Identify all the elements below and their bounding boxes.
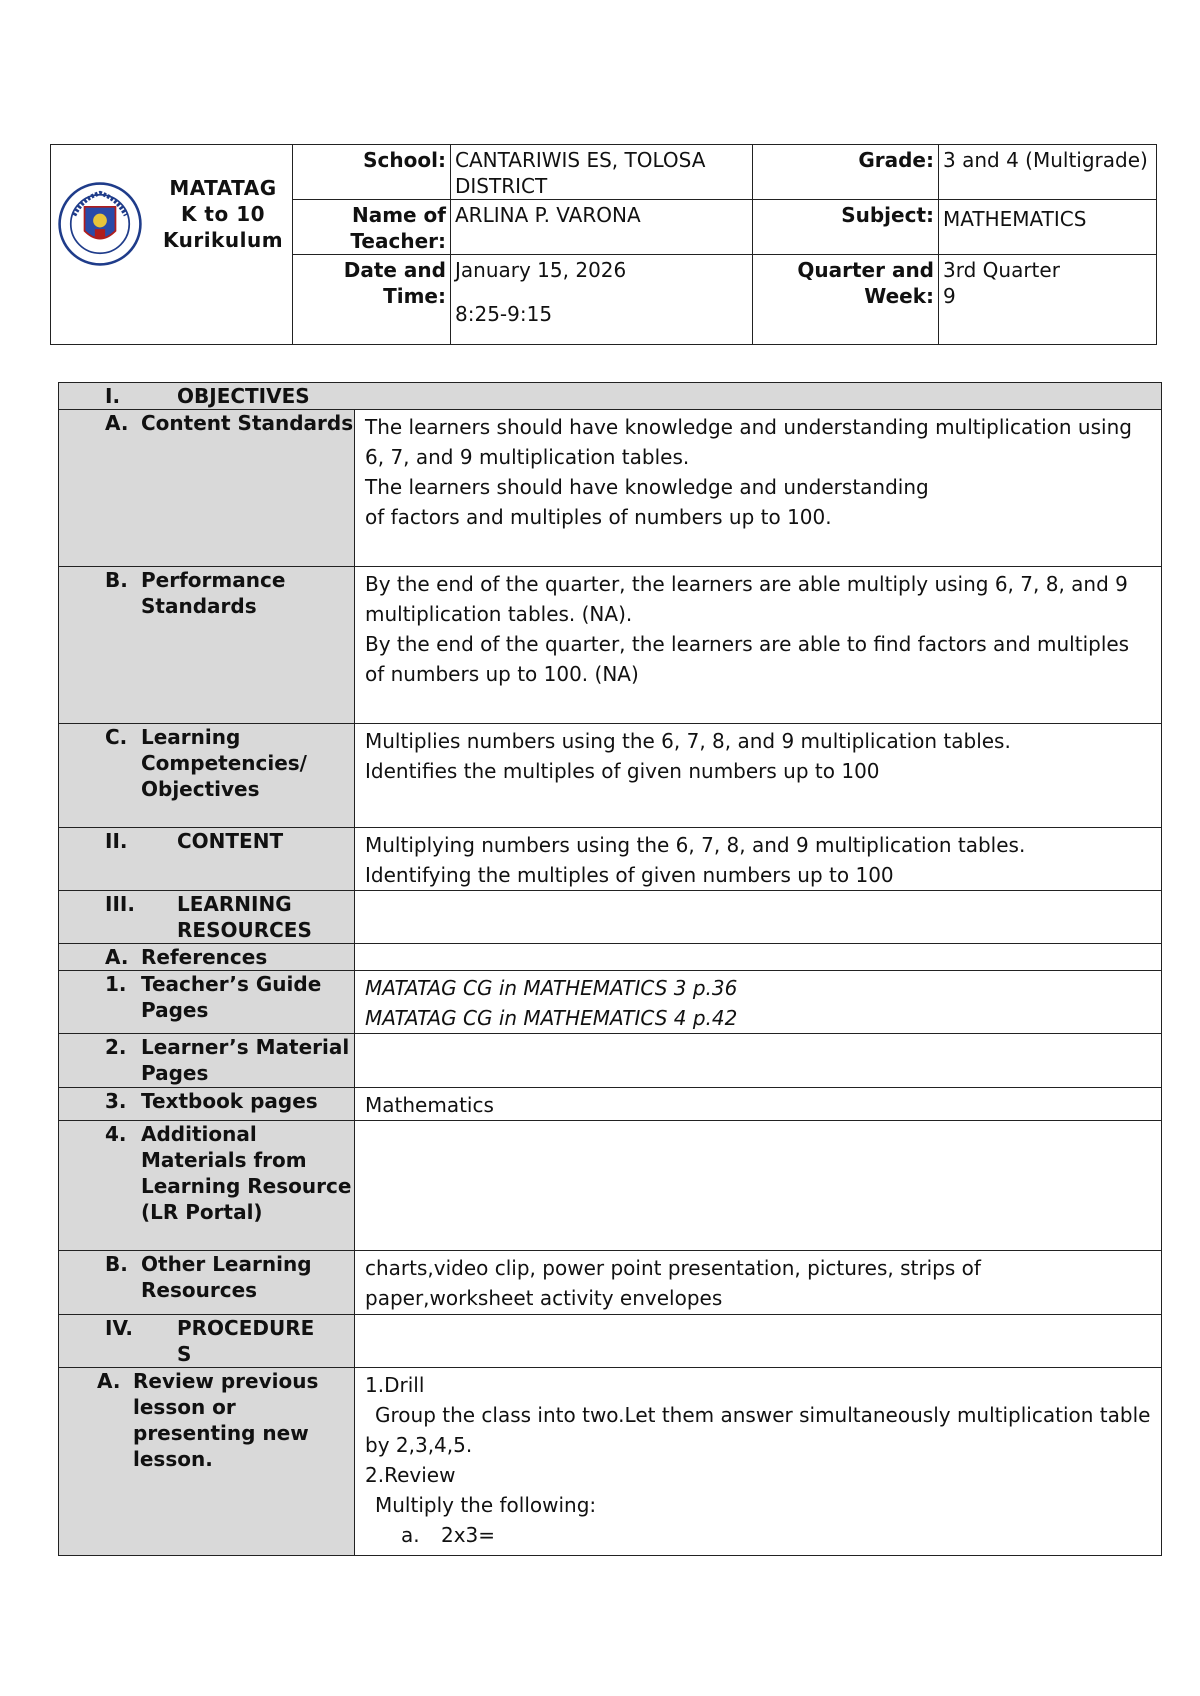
content-line: of factors and multiples of numbers up to 100. [365, 505, 832, 529]
time-value: 8:25-9:15 [455, 302, 553, 326]
row-number: A. [97, 1369, 121, 1393]
row-title: Teacher’s Guide Pages [141, 972, 322, 1022]
content-line: MATATAG CG in MATHEMATICS 3 p.36 [365, 976, 738, 1000]
content-line: The learners should have knowledge and understanding multiplication using 6, 7, and 9 multiplication tables. [365, 415, 1132, 469]
logo-cell [51, 145, 293, 345]
review-row [59, 1368, 1162, 1556]
row-content [355, 410, 1162, 567]
date-label: Date and Time: [293, 255, 451, 345]
row-label [59, 410, 355, 567]
row-content: Mathematics [355, 1088, 1162, 1121]
section-title: LEARNING RESOURCES [177, 892, 312, 942]
row-label [59, 944, 355, 971]
section-number: II. [105, 829, 128, 853]
textbook-row [59, 1088, 1162, 1121]
row-label [59, 1121, 355, 1251]
procedures-row [59, 1315, 1162, 1368]
row-label [59, 828, 355, 891]
teacher-label: Name of Teacher: [293, 200, 451, 255]
row-title: Learning Competencies/ Objectives [141, 725, 307, 801]
brand-line: MATATAG [169, 176, 277, 200]
row-title: Textbook pages [141, 1089, 318, 1113]
review-title: 2.Review [365, 1463, 456, 1487]
other-resources-row [59, 1251, 1162, 1315]
performance-standards-row [59, 567, 1162, 724]
row-label [59, 891, 355, 944]
drill-text: Group the class into two.Let them answer simultaneously multiplication table by 2,3,4,5. [365, 1403, 1151, 1457]
drill-title: 1.Drill [365, 1373, 425, 1397]
subject-label: Subject: [753, 200, 939, 255]
row-label [59, 1251, 355, 1315]
row-content [355, 971, 1162, 1034]
quarter-value: 3rd Quarter [943, 258, 1060, 282]
section-title: PROCEDURE S [177, 1316, 315, 1366]
row-content [355, 1121, 1162, 1251]
date-cell [451, 255, 753, 345]
list-text: 2x3= [441, 1523, 496, 1547]
additional-materials-row [59, 1121, 1162, 1251]
row-label [59, 1315, 355, 1368]
brand-line: Kurikulum [162, 228, 284, 252]
row-number: 3. [105, 1089, 127, 1113]
row-label [59, 724, 355, 828]
row-title: Content Standards [141, 411, 354, 435]
curriculum-brand [123, 175, 323, 253]
row-content [355, 1315, 1162, 1368]
content-line: Identifies the multiples of given numbers up to 100 [365, 759, 880, 783]
content-line: Multiplying numbers using the 6, 7, 8, and 9 multiplication tables. [365, 833, 1026, 857]
content-standards-row [59, 410, 1162, 567]
row-label [59, 1088, 355, 1121]
row-number: B. [105, 1252, 128, 1276]
quarter-label: Quarter and Week: [753, 255, 939, 345]
section-header [59, 383, 1162, 410]
row-content [355, 724, 1162, 828]
learners-material-row [59, 1034, 1162, 1088]
row-number: A. [105, 411, 129, 435]
teacher-value: ARLINA P. VARONA [451, 200, 753, 255]
section-number: IV. [105, 1316, 133, 1340]
brand-line: K to 10 [180, 202, 266, 226]
row-title: Other Learning Resources [141, 1252, 312, 1302]
row-content [355, 1368, 1162, 1556]
section-number: III. [105, 892, 135, 916]
learning-resources-row [59, 891, 1162, 944]
row-content [355, 944, 1162, 971]
row-content: charts,video clip, power point presentation, pictures, strips of paper,worksheet activity envelopes [355, 1251, 1162, 1315]
subject-value: MATHEMATICS [939, 200, 1157, 255]
row-number: 2. [105, 1035, 127, 1059]
row-content [355, 567, 1162, 724]
grade-label: Grade: [753, 145, 939, 200]
content-line: Multiplies numbers using the 6, 7, 8, and 9 multiplication tables. [365, 729, 1011, 753]
references-row [59, 944, 1162, 971]
content-row [59, 828, 1162, 891]
row-number: B. [105, 568, 128, 592]
list-letter: a. [401, 1523, 420, 1547]
row-title: Additional Materials from Learning Resource (LR Portal) [141, 1122, 352, 1224]
row-label [59, 1368, 355, 1556]
quarter-cell [939, 255, 1157, 345]
content-line: Identifying the multiples of given numbers up to 100 [365, 863, 894, 887]
row-label [59, 567, 355, 724]
row-number: C. [105, 725, 128, 749]
header-table [50, 144, 1157, 345]
content-line: By the end of the quarter, the learners are able multiply using 6, 7, 8, and 9 multiplication tables. (NA). [365, 572, 1128, 626]
row-content [355, 828, 1162, 891]
section-title: OBJECTIVES [177, 384, 310, 408]
review-text: Multiply the following: [375, 1493, 597, 1517]
school-label: School: [293, 145, 451, 200]
row-title: Performance Standards [141, 568, 286, 618]
row-number: A. [105, 945, 129, 969]
content-line: MATATAG CG in MATHEMATICS 4 p.42 [365, 1006, 738, 1030]
teachers-guide-row [59, 971, 1162, 1034]
objectives-row [59, 383, 1162, 410]
content-line: By the end of the quarter, the learners are able to find factors and multiples of numbers up to 100. (NA) [365, 632, 1130, 686]
grade-value: 3 and 4 (Multigrade) [939, 145, 1157, 200]
section-title: CONTENT [177, 829, 284, 853]
row-number: 1. [105, 972, 127, 996]
row-label [59, 1034, 355, 1088]
competencies-row [59, 724, 1162, 828]
row-content [355, 1034, 1162, 1088]
row-title: Review previous lesson or presenting new lesson. [133, 1369, 319, 1471]
date-value: January 15, 2026 [455, 258, 627, 282]
row-number: 4. [105, 1122, 127, 1146]
lesson-plan-table [58, 382, 1162, 1556]
row-content [355, 891, 1162, 944]
row-label [59, 971, 355, 1034]
row-title: References [141, 945, 268, 969]
section-number: I. [105, 384, 121, 408]
school-value: CANTARIWIS ES, TOLOSA DISTRICT [451, 145, 753, 200]
week-value: 9 [943, 284, 956, 308]
list-item [365, 1520, 1151, 1550]
content-line: The learners should have knowledge and understanding [365, 475, 929, 499]
row-title: Learner’s Material Pages [141, 1035, 350, 1085]
